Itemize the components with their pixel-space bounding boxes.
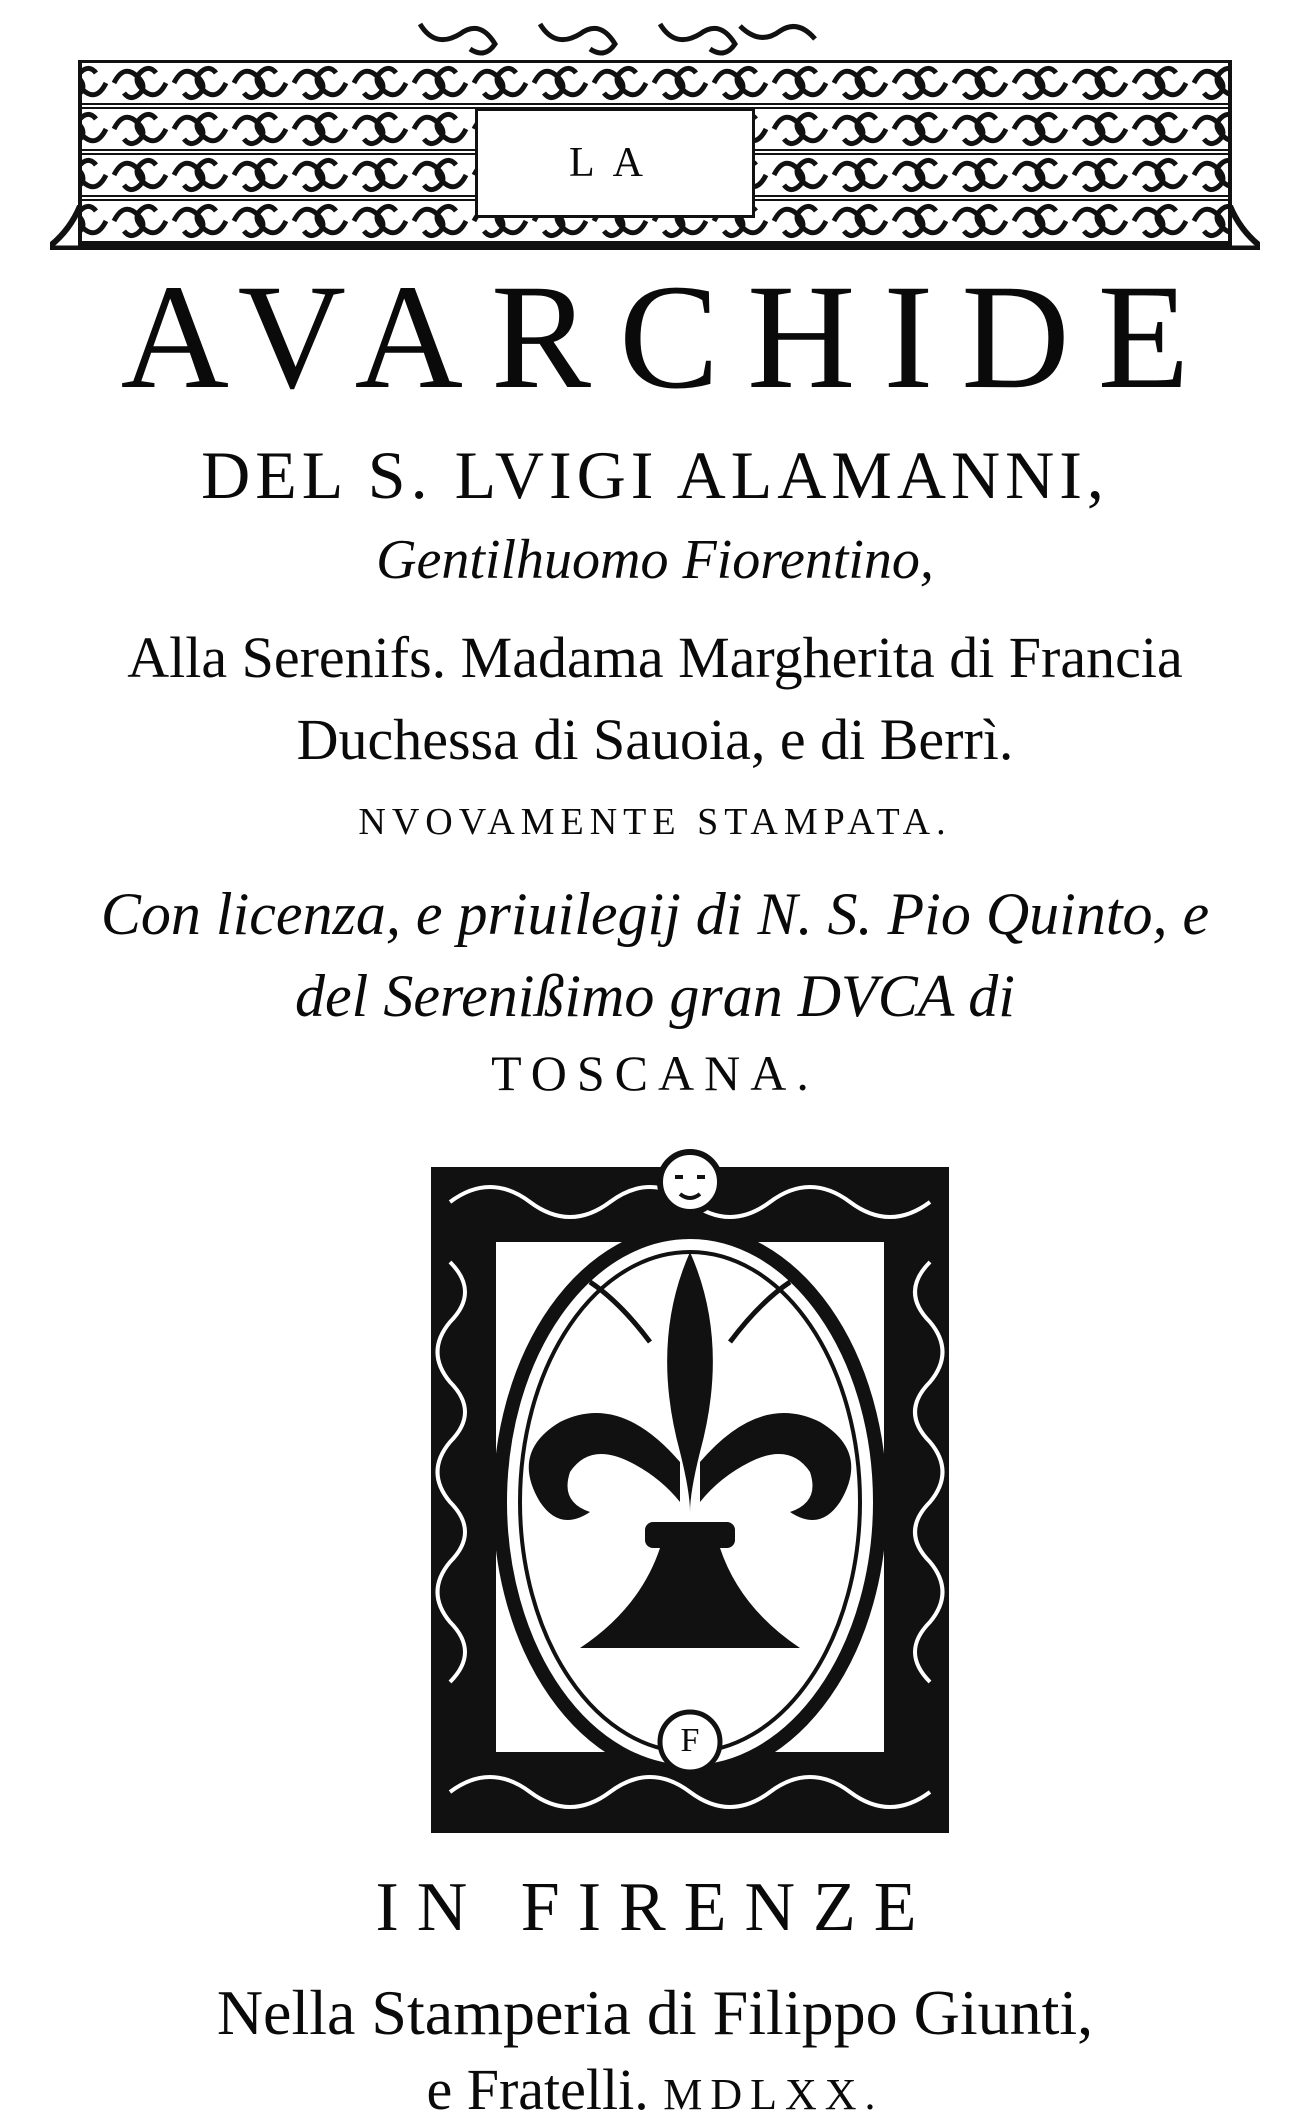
imprint-city: IN FIRENZE — [375, 1869, 935, 1946]
title-cartouche — [475, 108, 755, 218]
imprint-fratelli: e Fratelli. — [426, 2057, 649, 2122]
device-monogram: F — [680, 1722, 700, 1759]
dedication-line-1: Alla Serenifs. Madama Margherita di Francia — [127, 625, 1183, 690]
dedication-line-2: Duchessa di Sauoia, e di Berrì. — [296, 707, 1014, 772]
imprint-year: MDLXX. — [663, 2070, 884, 2119]
license-line-2: del Serenißimo gran DVCA di — [295, 963, 1015, 1029]
imprint-printer-line-2 — [0, 2056, 1310, 2123]
edition-note: NVOVAMENTE STAMPATA. — [358, 801, 952, 843]
book-title: AVARCHIDE — [120, 254, 1218, 420]
author-descriptor: Gentilhuomo Fiorentino, — [376, 529, 934, 591]
license-line-1: Con licenza, e priuilegij di N. S. Pio Quinto, e — [100, 881, 1210, 947]
license-line-3: TOSCANA. — [491, 1045, 819, 1101]
scroll-flourish-icon — [410, 14, 830, 56]
cartouche-word: LA — [569, 140, 661, 186]
author-line: DEL S. LVIGI ALAMANNI, — [201, 437, 1109, 513]
imprint-printer: Nella Stamperia di Filippo Giunti, — [216, 1977, 1094, 2048]
